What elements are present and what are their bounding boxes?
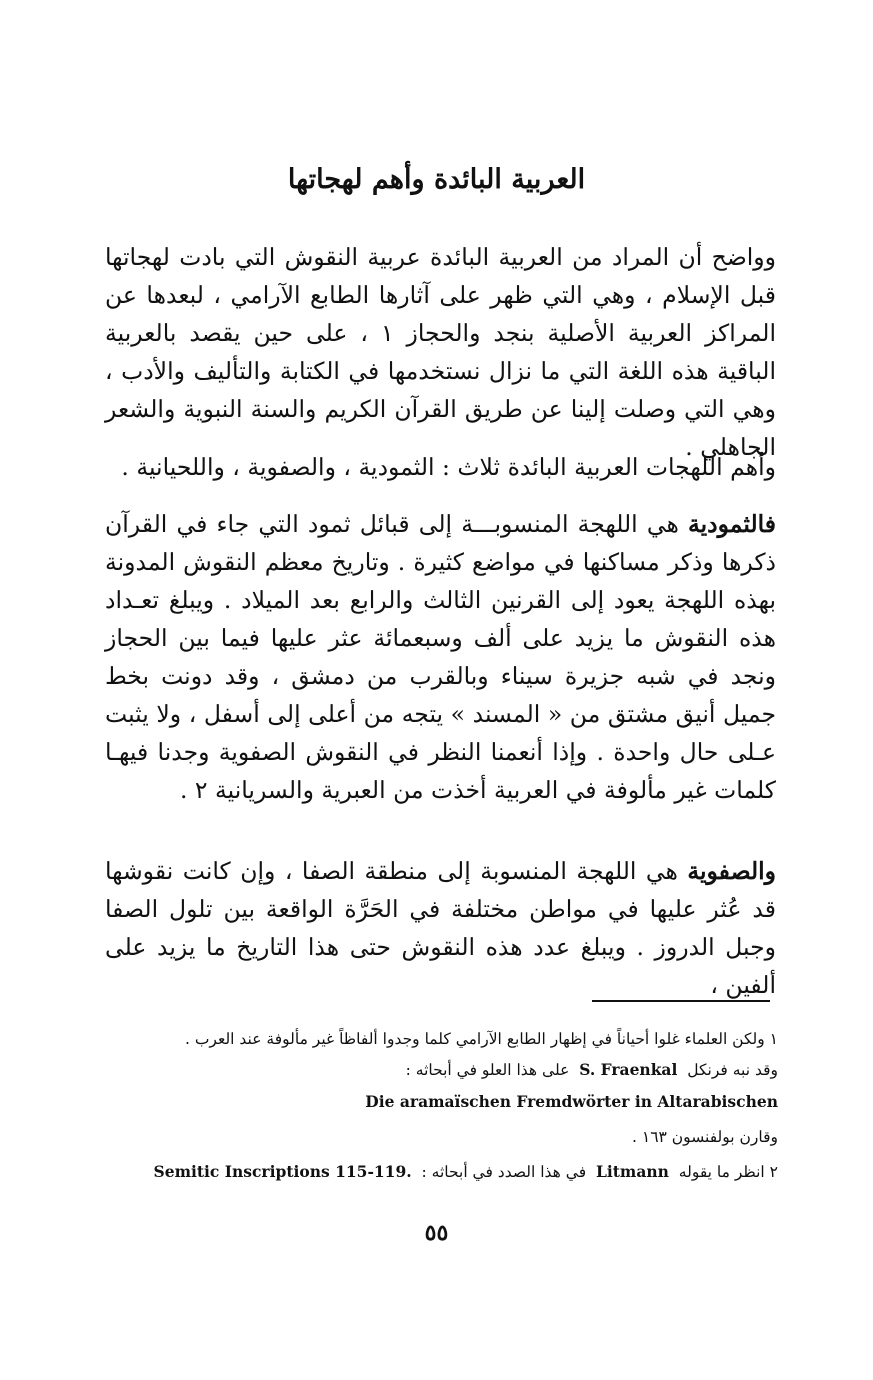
footnote-2	[154, 1160, 778, 1184]
footnote-latin-name: Litmann	[595, 1162, 669, 1181]
footnote-text: على هذا العلو في أبحاثه :	[405, 1061, 570, 1079]
footnote-latin-title: Semitic Inscriptions 115-119.	[153, 1162, 412, 1181]
paragraph-lead-word: والصفوية	[687, 857, 776, 885]
footnote-1-line-1: ١ ولكن العلماء غلوا أحياناً في إظهار الطابع الآرامي كلما وجدوا ألفاظاً غير مألوفة عند العرب .	[184, 1030, 778, 1048]
footnote-1-line-2	[406, 1058, 778, 1082]
page-number: ٥٥	[424, 1220, 449, 1246]
footnote-latin-name: S. Fraenkal	[579, 1060, 678, 1079]
footnote-text: في هذا الصدد في أبحاثه :	[421, 1163, 587, 1181]
paragraph-body: هي اللهجة المنسوبـــة إلى قبائل ثمود التي جاء في القرآن ذكرها وذكر مساكنها في مواضع كثيرة . وتاريخ معظم النقوش المدونة بهذه اللهجة يعود إلى القرنين الثالث والرابع بعد الميلاد . ويبلغ تعـداد هذه النقوش ما يزيد على ألف وسبعمائة عثر عليها فيما بين الحجاز ونجد في شبه جزيرة سيناء وبالقرب من دمشق ، وقد دونت بخط جميل أنيق مشتق من « المسند » يتجه من أعلى إلى أسفل ، ولا يثبت عـلى حال واحدة . وإذا أنعمنا النظر في النقوش الصفوية وجدنا فيهـا كلمات غير مألوفة في العربية أخذت من العبرية والسريانية ٢ .	[105, 510, 776, 804]
footnote-text: ٢ انظر ما يقوله	[678, 1163, 778, 1181]
footnote-1-line-4: وقارن بولفنسون ١٦٣ .	[632, 1128, 778, 1146]
paragraph-2: وأهم اللهجات العربية البائدة ثلاث : الثمودية ، والصفوية ، واللحيانية .	[121, 453, 776, 481]
paragraph-safaitic	[105, 852, 776, 1004]
paragraph-lead-word: فالثمودية	[688, 510, 776, 538]
footnote-text: وقد نبه فرنكل	[687, 1061, 778, 1079]
paragraph-body: هي اللهجة المنسوبة إلى منطقة الصفا ، وإن كانت نقوشها قد عُثر عليها في مواطن مختلفة في الحَرَّة الواقعة بين تلول الصفا وجبل الدروز . ويبلغ عدد هذه النقوش حتى هذا التاريخ ما يزيد على ألفين ،	[105, 857, 776, 999]
footnote-1-line-3: Die aramaïschen Fremdwörter in Altarabischen	[365, 1092, 778, 1111]
paragraph-1: وواضح أن المراد من العربية البائدة عربية النقوش التي بادت لهجاتها قبل الإسلام ، وهي التي ظهر على آثارها الطابع الآرامي ، لبعدها عن المراكز العربية الأصلية بنجد والحجاز ١ ، على حين يقصد بالعربية الباقية هذه اللغة التي ما نزال نستخدمها في الكتابة والتأليف والأدب ، وهي التي وصلت إلينا عن طريق القرآن الكريم والسنة النبوية والشعر الجاهلي .	[105, 243, 777, 461]
paragraph-thamudic	[105, 505, 776, 809]
footnote-separator	[592, 1000, 770, 1002]
section-title: العربية البائدة وأهم لهجاتها	[287, 164, 586, 195]
